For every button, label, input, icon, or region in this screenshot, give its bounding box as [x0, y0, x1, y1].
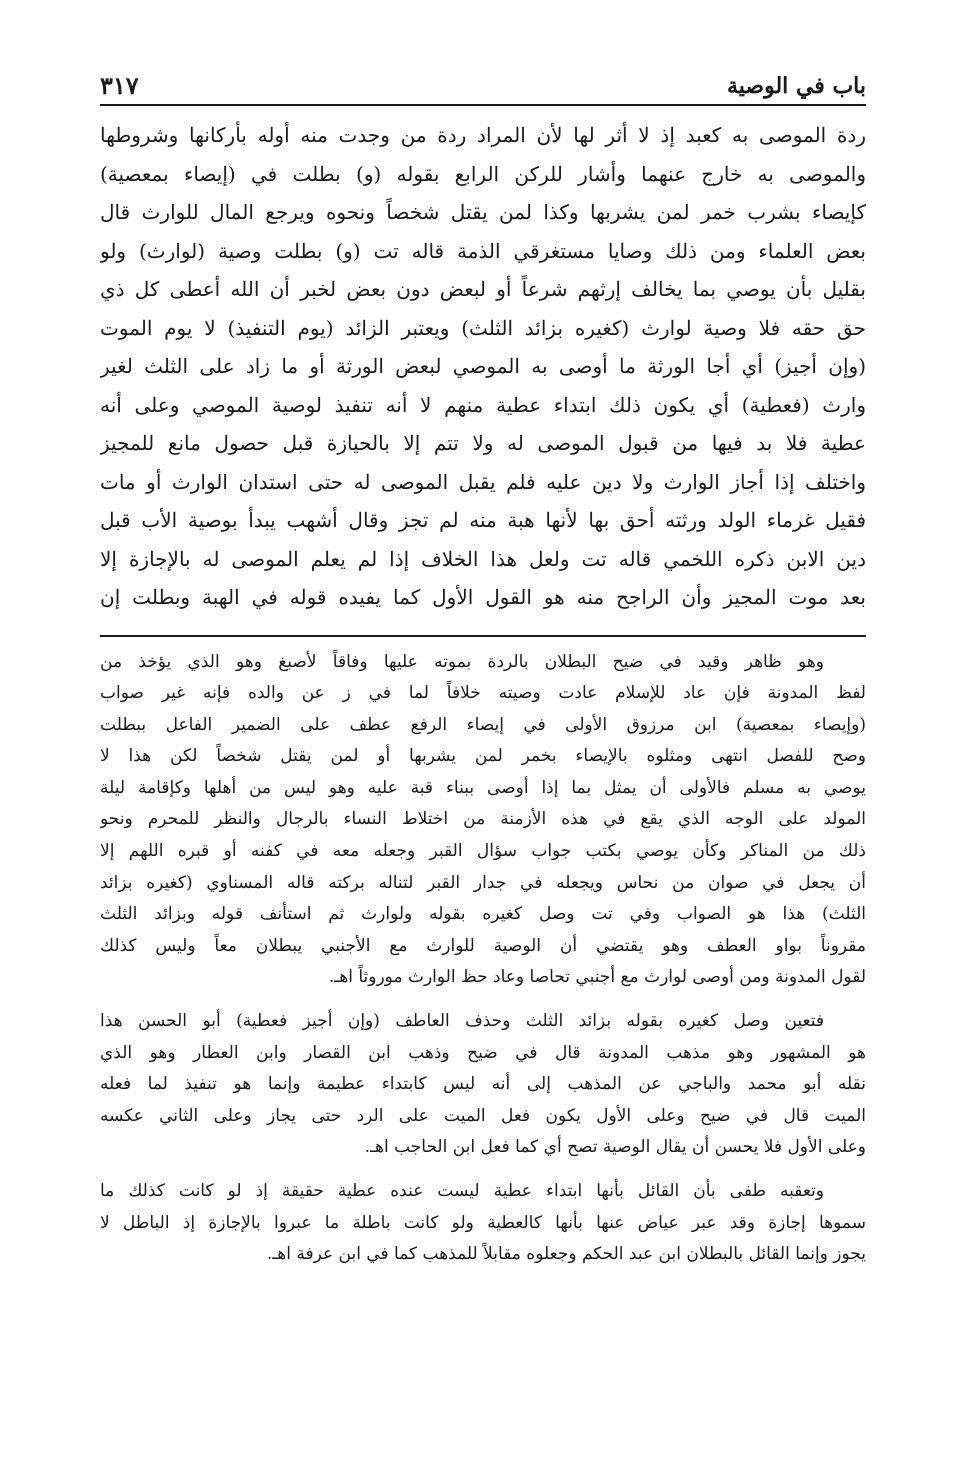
footnote-line: لفظ المدونة فإن عاد للإسلام عادت وصيته خلافاً لما في ز عن والده فإنه غير صواب — [100, 683, 866, 704]
running-header — [100, 64, 866, 106]
footnotes — [100, 647, 866, 1271]
footnote-line: يوصي به مسلم فالأولى أن يمثل بما إذا أوصى ببناء قبة عليه وهو ليس من أهلها وكإقامة ليلة — [100, 777, 866, 798]
footnote-line: المولد على الوجه الذي يقع في هذه الأزمنة من اختلاط النساء بالرجال والنظر للمحرم ونحو — [100, 809, 866, 830]
footnote-line: الثلث) هذا هو الصواب وفي تت وصل كغيره بقوله ولوارث ثم استأنف قوله وبزائد الثلث — [100, 904, 866, 925]
main-line: بعض العلماء ومن ذلك وصايا مستغرقي الذمة قاله تت (و) بطلت وصية (لوارث) ولو — [100, 238, 866, 263]
footnote-paragraph — [100, 647, 866, 995]
footnote-line: (وإيصاء بمعصية) ابن مرزوق الأولى في إيصاء الرفع عطف على الضمير الفاعل ببطلت — [100, 714, 866, 735]
footnote-line: ذلك من المناكر وكأن يوصي بكتب جواب سؤال القبر وجعله معه في كفنه أو قبره اللهم إلا — [100, 841, 866, 862]
chapter-title: باب في الوصية — [719, 72, 866, 104]
footnote-line: سموها إجازة وقد عبر عياض عنها بأنها كالعطية ولو كانت باطلة ما عبروا بالإجازة إذ الباطل لا — [100, 1212, 866, 1233]
document-page — [100, 64, 866, 1283]
footnote-line: لقول المدونة ومن أوصى لوارث مع أجنبي تحاصا وعاد حظ الوارث موروثاً اهـ. — [328, 967, 866, 988]
main-text — [100, 116, 866, 617]
main-line: (وإن أجيز) أي أجا الورثة ما أوصى به الموصي لبعض الورثة أو ما زاد على الثلث لغير — [100, 354, 866, 378]
main-line: دين الابن ذكره اللخمي قاله تت ولعل هذا الخلاف إذا لم يعلم الموصى له بالإجازة إلا — [100, 546, 866, 571]
footnote-line: مقروناً بواو العطف وهو يقتضي أن الوصية للوارث مع الأجنبي يبطلان معاً وليس كذلك — [100, 935, 866, 956]
main-line: كإيصاء بشرب خمر لمن يشربها وكذا لمن يقتل شخصاً ونحوه ويرجع المال للوارث قال — [100, 200, 866, 224]
footnote-line: وصح للفصل انتهى ومثلوه بالإيصاء بخمر لمن يشربها أو لمن يقتل شخصاً لكن هذا لا — [100, 746, 866, 767]
footnote-line: وعلى الأول فلا يحسن أن يقال الوصية تصح أي كما فعل ابن الحاجب اهـ. — [364, 1137, 866, 1158]
footnote-line: يجوز وإنما القائل بالبطلان ابن عبد الحكم وجعلوه مقابلاً للمذهب كما في ابن عرفة اهـ. — [266, 1244, 866, 1265]
main-line: بقليل بأن يوصي بما يخالف إرثهم شرعاً أو لبعض دون بعض لخبر أن الله أعطى كل ذي — [100, 277, 866, 301]
footnote-line: فتعين وصل كغيره بقوله بزائد الثلث وحذف العاطف (وإن أجيز فعطية) أبو الحسن هذا — [100, 1011, 824, 1032]
main-line: وارث (فعطية) أي يكون ذلك ابتداء عطية منهم لا أنه تنفيذ لوصية الموصي وعلى أنه — [100, 392, 866, 417]
main-line: حق حقه فلا وصية لوارث (كغيره بزائد الثلث) ويعتبر الزائد (يوم التنفيذ) لا يوم الموت — [100, 315, 866, 340]
footnote-line: الميت قال في ضيح وعلى الأول يكون فعل الميت على الرد حتى يجاز وعلى الثاني عكسه — [100, 1105, 866, 1126]
footnote-paragraph — [100, 1006, 866, 1164]
footnote-paragraph — [100, 1176, 866, 1271]
footnote-line: أن يجعل في صوان من نحاس ويجعله في جدار القبر لتناله بركته قاله المسناوي (كغيره بزائد — [100, 872, 866, 893]
footnote-line: وهو ظاهر وقيد في ضيح البطلان بالردة بموته عليها وفاقاً لأصبغ وهو الذي يؤخذ من — [100, 651, 824, 672]
footnote-line: نقله أبو محمد والباجي عن المذهب إلى أنه ليس كابتداء عطيمة وإنما هو تنفيذ لما فعله — [100, 1074, 866, 1095]
footnote-separator — [100, 635, 866, 637]
page-number: ٣١٧ — [100, 72, 147, 104]
footnote-line: وتعقبه طفى بأن القائل بأنها ابتداء عطية ليست عنده عطية حقيقة إذ لو كانت كذلك ما — [100, 1181, 824, 1201]
main-line: واختلف إذا أجاز الوارث ولا دين عليه فلم يقبل الموصى له حتى استدان الوارث أو مات — [100, 469, 866, 494]
footnote-line: هو المشهور وهو مذهب المدونة قال في ضيح وذهب ابن القصار وابن العطار وهو الذي — [100, 1042, 866, 1063]
main-line: فقيل غرماء الولد ورثته أحق بها لأنها هبة منه لم تجز وقال أشهب يبدأ بوصية الأب قبل — [100, 508, 866, 532]
main-line: بعد موت المجيز وأن الراجح منه هو القول الأول كما يفيده قوله في الهبة وبطلت إن — [100, 585, 866, 609]
main-line: والموصى به خارج عنهما وأشار للركن الرابع بقوله (و) بطلت في (إيصاء بمعصية) — [100, 161, 866, 186]
main-line: ردة الموصى به كعبد إذ لا أثر لها لأن المراد ردة من وجدت منه أوله بأركانها وشروطها — [100, 123, 866, 147]
main-line: عطية فلا بد فيها من قبول الموصى له ولا تتم إلا بالحيازة قبل حصول مانع للمجيز — [100, 431, 866, 455]
